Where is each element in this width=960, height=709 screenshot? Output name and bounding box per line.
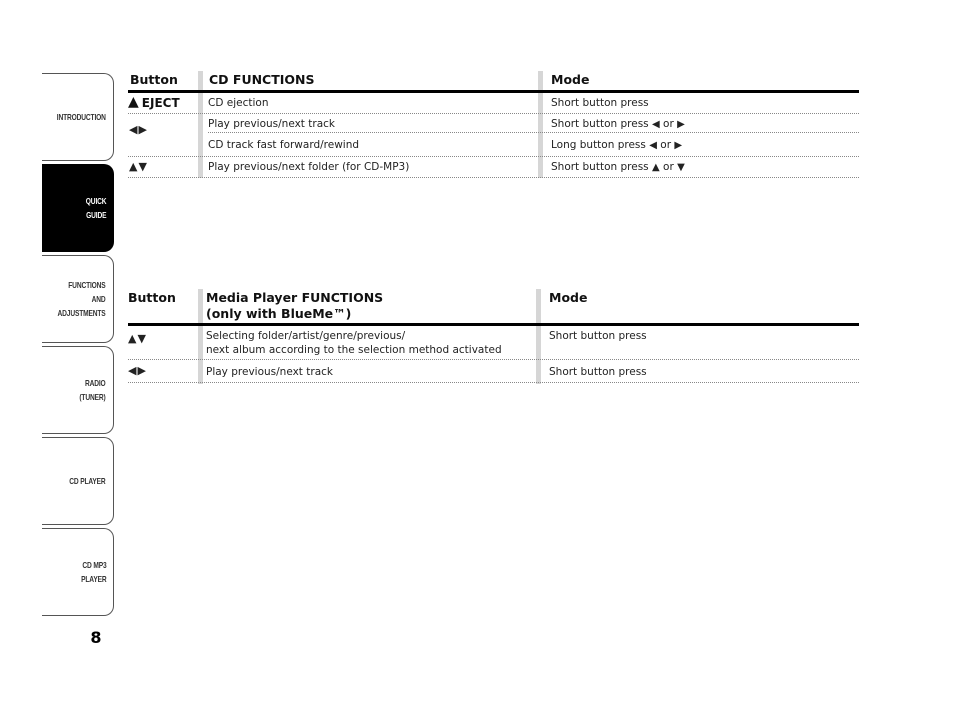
- header-functions-line2: (only with BlueMe™): [206, 306, 352, 321]
- right-arrow-icon: ▶: [677, 119, 685, 130]
- media-player-functions-table: [128, 289, 859, 387]
- row-divider: [128, 382, 859, 383]
- header-button: Button: [130, 72, 178, 87]
- mode-text: [551, 117, 685, 132]
- mode-label: Short button press: [551, 161, 649, 173]
- mode-text: [551, 138, 682, 153]
- eject-icon: ▲: [128, 94, 139, 110]
- row-divider: [128, 113, 859, 114]
- left-arrow-icon: ◀: [649, 140, 657, 151]
- header-button: Button: [128, 290, 176, 305]
- function-text: Play previous/next track: [206, 366, 333, 378]
- left-right-arrows-icon: ◀▶: [129, 123, 148, 136]
- mode-text: Short button press: [549, 330, 647, 342]
- header-rule: [128, 90, 859, 93]
- row-divider: [208, 132, 859, 133]
- eject-button-label: [128, 95, 180, 111]
- left-right-arrows-icon: ◀▶: [128, 364, 147, 377]
- header-rule: [128, 323, 859, 326]
- function-text: Play previous/next folder (for CD-MP3): [208, 161, 410, 173]
- up-down-arrows-icon: ▲▼: [129, 160, 148, 173]
- row-divider: [128, 359, 859, 360]
- left-arrow-icon: ◀: [651, 119, 660, 130]
- mode-label: Short button press: [551, 118, 649, 130]
- mode-text: [551, 160, 685, 175]
- mode-or: or: [660, 139, 672, 151]
- mode-text: Short button press: [549, 366, 647, 378]
- cd-functions-table: [128, 71, 859, 181]
- tab-label: CD PLAYER: [69, 476, 106, 486]
- column-separator: [198, 71, 203, 178]
- function-text-line1: Selecting folder/artist/genre/previous/: [206, 330, 406, 342]
- tab-label: RADIO (TUNER): [79, 378, 106, 402]
- function-text-line2: next album according to the selection method activated: [206, 344, 502, 356]
- page-number: 8: [90, 628, 102, 647]
- column-separator: [198, 289, 203, 384]
- header-mode: Mode: [549, 290, 588, 305]
- tab-radio-tuner[interactable]: [42, 346, 114, 434]
- tab-label: FUNCTIONS AND ADJUSTMENTS: [57, 280, 106, 318]
- function-text: CD track fast forward/rewind: [208, 139, 360, 151]
- tab-label: INTRODUCTION: [57, 112, 106, 122]
- row-divider: [128, 156, 859, 157]
- function-text: CD ejection: [208, 97, 269, 109]
- eject-text: EJECT: [141, 96, 180, 110]
- mode-text: Short button press: [551, 97, 649, 109]
- header-functions-line1: Media Player FUNCTIONS: [206, 290, 384, 305]
- mode-label: Long button press: [551, 139, 646, 151]
- down-arrow-icon: ▼: [677, 162, 685, 173]
- column-separator: [536, 289, 541, 384]
- header-functions: CD FUNCTIONS: [209, 72, 315, 87]
- tab-label: QUICK GUIDE: [85, 196, 106, 220]
- function-text: Play previous/next track: [208, 118, 335, 130]
- up-down-arrows-icon: ▲▼: [128, 332, 147, 345]
- mode-or: or: [663, 161, 674, 173]
- column-separator: [538, 71, 543, 178]
- row-divider: [128, 177, 859, 178]
- tab-label: CD MP3 PLAYER: [80, 560, 106, 584]
- right-arrow-icon: ▶: [674, 140, 683, 151]
- tab-functions-and-adjustments[interactable]: [42, 255, 114, 343]
- tab-cd-player[interactable]: [42, 437, 114, 525]
- tab-quick-guide[interactable]: [42, 164, 114, 252]
- mode-or: or: [663, 118, 674, 130]
- tab-cd-mp3-player[interactable]: [42, 528, 114, 616]
- up-arrow-icon: ▲: [651, 162, 660, 173]
- header-mode: Mode: [551, 72, 590, 87]
- tab-introduction[interactable]: [42, 73, 114, 161]
